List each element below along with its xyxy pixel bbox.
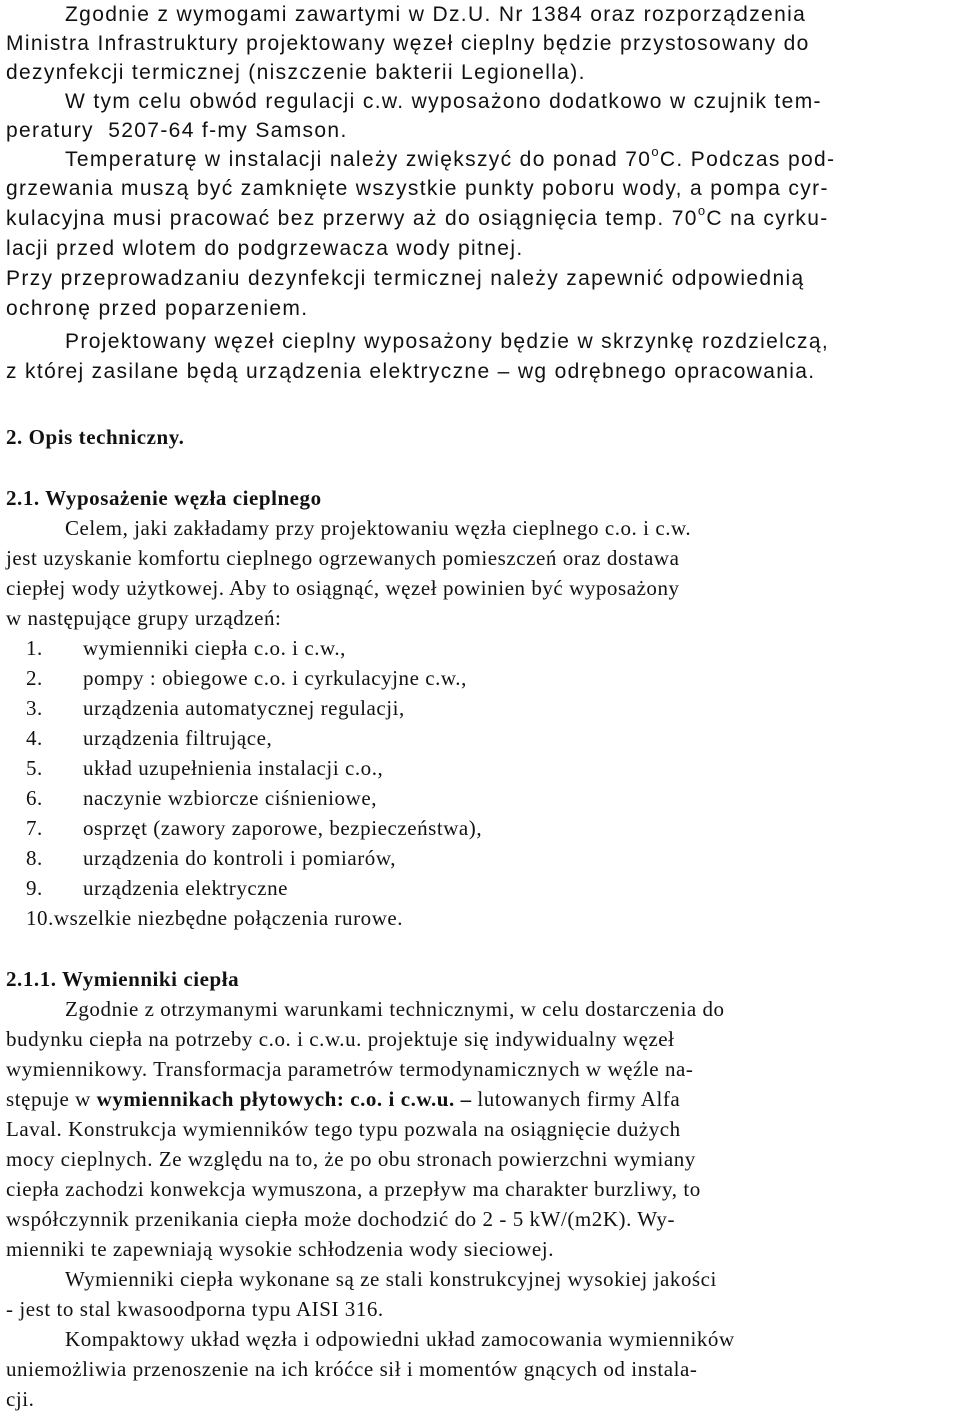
list-item	[26, 843, 396, 873]
intro-line-3: dezynfekcji termicznej (niszczenie bakterii Legionella).	[6, 61, 586, 84]
list-item-text: wszelkie niezbędne połączenia rurowe.	[53, 906, 404, 930]
section-2-1-1-line-4-b: lutowanych firmy Alfa	[471, 1087, 681, 1111]
intro-line-7: grzewania muszą być zamknięte wszystkie punkty poboru wody, a pompa cyr-	[6, 177, 829, 200]
section-2-1-1-line-9: mienniki te zapewniają wysokie schłodzenia wody sieciowej.	[6, 1237, 554, 1261]
intro-line-5: peratury 5207-64 f-my Samson.	[6, 119, 348, 142]
intro-line-2: Ministra Infrastruktury projektowany węzeł cieplny będzie przystosowany do	[6, 32, 810, 55]
degree-superscript: o	[651, 144, 660, 159]
list-item-number: 2.	[26, 666, 43, 690]
section-2-1-1-line-2: budynku ciepła na potrzeby c.o. i c.w.u. projektuje się indywidualny węzeł	[6, 1027, 675, 1051]
section-2-1-1-line-12: Kompaktowy układ węzła i odpowiedni układ zamocowania wymienników	[65, 1327, 735, 1351]
list-item-number: 3.	[26, 696, 43, 720]
section-2-1-1-line-4-a: stępuje w	[6, 1087, 97, 1111]
intro-line-13: z której zasilane będą urządzenia elektryczne – wg odrębnego opracowania.	[6, 360, 816, 383]
section-2-1-1-line-6: mocy cieplnych. Ze względu na to, że po obu stronach powierzchni wymiany	[6, 1147, 696, 1171]
section-2-1-1-line-11: - jest to stal kwasoodporna typu AISI 316.	[6, 1297, 384, 1321]
list-item-number: 8.	[26, 846, 43, 870]
list-item-number: 4.	[26, 726, 43, 750]
list-item-number: 1.	[26, 636, 43, 660]
list-item	[26, 903, 403, 933]
section-2-1-1-line-7: ciepła zachodzi konwekcja wymuszona, a przepływ ma charakter burzliwy, to	[6, 1177, 701, 1201]
intro-line-6	[65, 145, 835, 175]
section-2-1-line-2: jest uzyskanie komfortu cieplnego ogrzewanych pomieszczeń oraz dostawa	[6, 546, 680, 570]
section-2-heading: 2. Opis techniczny.	[6, 425, 185, 449]
section-2-1-line-1: Celem, jaki zakładamy przy projektowaniu węzła cieplnego c.o. i c.w.	[65, 516, 692, 540]
list-item-text: pompy : obiegowe c.o. i cyrkulacyjne c.w.,	[83, 666, 467, 690]
list-item-number: 6.	[26, 786, 43, 810]
list-item-number: 5.	[26, 756, 43, 780]
section-2-1-1-line-5: Laval. Konstrukcja wymienników tego typu pozwala na osiągnięcie dużych	[6, 1117, 681, 1141]
list-item-text: urządzenia do kontroli i pomiarów,	[83, 846, 396, 870]
section-2-1-heading: 2.1. Wyposażenie węzła cieplnego	[6, 486, 322, 510]
intro-line-9: lacji przed wlotem do podgrzewacza wody pitnej.	[6, 237, 524, 260]
section-2-1-1-line-13: uniemożliwia przenoszenie na ich króćce sił i momentów gnących od instala-	[6, 1357, 698, 1381]
list-item	[26, 633, 346, 663]
section-2-1-1-line-8: współczynnik przenikania ciepła może dochodzić do 2 - 5 kW/(m2K). Wy-	[6, 1207, 676, 1231]
section-2-1-1-line-4-bold: wymiennikach płytowych: c.o. i c.w.u. –	[96, 1087, 472, 1111]
intro-line-10: Przy przeprowadzaniu dezynfekcji termicznej należy zapewnić odpowiednią	[6, 267, 805, 290]
list-item-number: 9.	[26, 876, 43, 900]
list-item-text: urządzenia automatycznej regulacji,	[83, 696, 405, 720]
list-item-text: naczynie wzbiorcze ciśnieniowe,	[83, 786, 377, 810]
list-item	[26, 813, 482, 843]
list-item	[26, 873, 288, 903]
intro-line-12: Projektowany węzeł cieplny wyposażony będzie w skrzynkę rozdzielczą,	[65, 330, 830, 353]
intro-line-6-a: Temperaturę w instalacji należy zwiększyć do ponad 70	[65, 148, 652, 171]
intro-line-8-b: C na cyrku-	[706, 207, 829, 230]
list-item-text: urządzenia elektryczne	[83, 876, 289, 900]
list-item-text: układ uzupełnienia instalacji c.o.,	[83, 756, 384, 780]
list-item	[26, 663, 467, 693]
list-item-text: osprzęt (zawory zaporowe, bezpieczeństwa),	[83, 816, 483, 840]
section-2-1-1-heading: 2.1.1. Wymienniki ciepła	[6, 967, 240, 991]
section-2-1-1-line-4	[6, 1084, 680, 1114]
section-2-1-1-line-10: Wymienniki ciepła wykonane są ze stali konstrukcyjnej wysokiej jakości	[65, 1267, 717, 1291]
list-item-text: urządzenia filtrujące,	[83, 726, 273, 750]
intro-line-1: Zgodnie z wymogami zawartymi w Dz.U. Nr 1384 oraz rozporządzenia	[65, 3, 807, 26]
list-item-text: wymienniki ciepła c.o. i c.w.,	[83, 636, 346, 660]
intro-line-6-b: C. Podczas pod-	[659, 148, 836, 171]
list-item-number: 7.	[26, 816, 43, 840]
section-2-1-line-4: w następujące grupy urządzeń:	[6, 606, 282, 630]
intro-line-11: ochronę przed poparzeniem.	[6, 297, 309, 320]
section-2-1-1-line-3: wymiennikowy. Transformacja parametrów termodynamicznych w węźle na-	[6, 1057, 694, 1081]
intro-line-8	[6, 204, 829, 234]
section-2-1-1-line-1: Zgodnie z otrzymanymi warunkami technicznymi, w celu dostarczenia do	[65, 997, 725, 1021]
section-2-1-1-line-14: cji.	[6, 1387, 35, 1411]
list-item	[26, 693, 405, 723]
list-item	[26, 753, 383, 783]
list-item	[26, 783, 377, 813]
intro-line-8-a: kulacyjna musi pracować bez przerwy aż do osiągnięcia temp. 70	[6, 207, 698, 230]
intro-line-4: W tym celu obwód regulacji c.w. wyposażono dodatkowo w czujnik tem-	[65, 90, 822, 113]
list-item	[26, 723, 272, 753]
list-item-number: 10.	[26, 906, 54, 930]
section-2-1-line-3: ciepłej wody użytkowej. Aby to osiągnąć, węzeł powinien być wyposażony	[6, 576, 680, 600]
degree-superscript: o	[697, 203, 707, 218]
